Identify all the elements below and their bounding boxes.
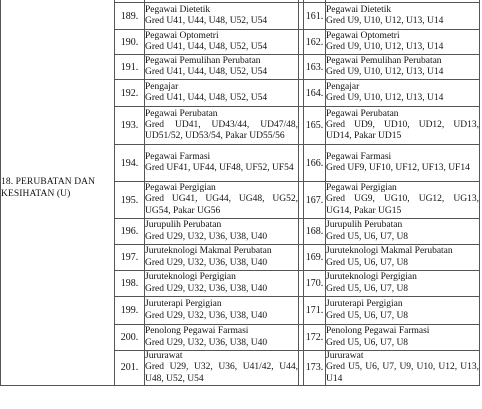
left-post-grade: Gred U29, U32, U36, U38, U40 (145, 337, 268, 348)
right-post-title: Pegawai Farmasi (326, 151, 392, 162)
left-post-title: Juruteknologi Makmal Perubatan (145, 246, 272, 257)
category-label: 18. PERUBATAN DAN KESIHATAN (U) (1, 176, 96, 199)
left-post-grade: Gred U41, U44, U48, U52, U54 (145, 67, 268, 77)
right-row-number: 167. (304, 182, 326, 219)
right-post-cell (326, 3, 480, 30)
left-post-grade: Gred U29, U32, U36, U38, U40 (145, 231, 268, 242)
left-post-title: Juruterapi Pergigian (145, 299, 222, 310)
left-row-number: 199. (115, 297, 145, 325)
left-post-cell (145, 3, 299, 30)
right-row-number: 161. (304, 3, 326, 30)
right-row-number: 162. (304, 30, 326, 55)
right-post-cell (326, 182, 480, 219)
left-post-title: Jururawat (145, 351, 183, 361)
left-post-title: Jurupulih Perubatan (145, 220, 222, 231)
left-post-title: Juruteknologi Pergigian (145, 272, 236, 283)
right-post-cell (326, 325, 480, 351)
left-post-grade: Gred UG41, UG44, UG48, UG52, UG54, Pakar UG56 (145, 194, 298, 216)
right-post-grade: Gred UG9, UG10, UG12, UG13, UG14, Pakar UG15 (326, 194, 479, 216)
right-post-grade: Gred U9, U10, U12, U13, U14 (326, 93, 444, 103)
right-post-title: Pegawai Dietetik (326, 4, 392, 15)
left-row-number: 190. (115, 30, 145, 55)
right-row-number: 165. (304, 107, 326, 145)
left-row-number: 197. (115, 245, 145, 271)
left-post-grade: Gred U41, U44, U48, U52, U54 (145, 93, 268, 103)
left-post-title: Pegawai Perubatan (145, 108, 218, 119)
left-post-title: Pegawai Dietetik (145, 4, 211, 15)
right-row-number: 166. (304, 145, 326, 182)
right-row-number: 172. (304, 325, 326, 351)
right-post-cell (326, 145, 480, 182)
left-post-cell (145, 30, 299, 55)
left-post-title: Pegawai Optometri (145, 30, 219, 41)
right-post-grade: Gred U9, U10, U12, U13, U14 (326, 42, 444, 52)
right-post-title: Juruterapi Pergigian (326, 299, 403, 310)
left-row-number: 200. (115, 325, 145, 351)
left-post-title: Penolong Pegawai Farmasi (145, 326, 249, 337)
left-row-number: 189. (115, 3, 145, 30)
right-post-title: Pegawai Perubatan (326, 108, 399, 119)
left-post-grade: Gred U29, U32, U36, U41/42, U44, U48, U52, U54 (145, 362, 298, 384)
left-post-title: Pegawai Farmasi (145, 151, 211, 162)
right-post-title: Juruteknologi Pergigian (326, 272, 417, 283)
right-post-cell (326, 55, 480, 80)
right-post-grade: Gred U9, U10, U12, U13, U14 (326, 16, 444, 26)
left-post-cell (145, 219, 299, 245)
right-post-title: Pengajar (326, 81, 360, 92)
right-post-grade: Gred UF9, UF10, UF12, UF13, UF14 (326, 163, 470, 173)
left-post-cell (145, 145, 299, 182)
right-post-cell (326, 297, 480, 325)
left-post-title: Pegawai Pergigian (145, 183, 216, 194)
left-post-title: Pegawai Pemulihan Perubatan (145, 55, 261, 66)
right-post-grade: Gred U5, U6, U7, U8 (326, 310, 409, 321)
right-post-grade: Gred U5, U6, U7, U8 (326, 337, 409, 348)
left-row-number: 196. (115, 219, 145, 245)
right-row-number: 170. (304, 271, 326, 297)
right-row-number: 164. (304, 80, 326, 107)
right-post-cell (326, 245, 480, 271)
right-row-number: 163. (304, 55, 326, 80)
right-post-title: Pegawai Pemulihan Perubatan (326, 55, 442, 66)
right-post-grade: Gred U5, U6, U7, U8 (326, 283, 409, 294)
right-post-title: Juruteknologi Makmal Perubatan (326, 246, 453, 257)
left-post-cell (145, 182, 299, 219)
right-post-title: Pegawai Optometri (326, 30, 400, 41)
right-post-grade: Gred U5, U6, U7, U8 (326, 257, 409, 268)
right-post-title: Jurupulih Perubatan (326, 220, 403, 231)
right-post-cell (326, 351, 480, 386)
right-post-grade: Gred UD9, UD10, UD12, UD13, UD14, Pakar UD15 (326, 119, 479, 142)
right-post-title: Penolong Pegawai Farmasi (326, 326, 430, 337)
left-post-grade: Gred U29, U32, U36, U38, U40 (145, 310, 268, 321)
left-post-cell (145, 245, 299, 271)
category-cell (1, 0, 115, 385)
left-post-grade: Gred UD41, UD43/44, UD47/48, UD51/52, UD53/54, Pakar UD55/56 (145, 119, 298, 142)
left-post-cell (145, 351, 299, 386)
left-row-number: 193. (115, 107, 145, 145)
left-post-grade: Gred U29, U32, U36, U38, U40 (145, 257, 268, 268)
right-post-cell (326, 80, 480, 107)
left-post-cell (145, 107, 299, 145)
right-post-grade: Gred U9, U10, U12, U13, U14 (326, 67, 444, 77)
left-post-cell (145, 325, 299, 351)
right-row-number: 168. (304, 219, 326, 245)
left-row-number: 194. (115, 145, 145, 182)
right-post-cell (326, 271, 480, 297)
right-post-cell (326, 107, 480, 145)
left-row-number: 192. (115, 80, 145, 107)
right-post-cell (326, 219, 480, 245)
left-post-grade: Gred U41, U44, U48, U52, U54 (145, 42, 268, 52)
left-row-number: 201. (115, 351, 145, 386)
left-post-grade: Gred U29, U32, U36, U38, U40 (145, 283, 268, 294)
left-post-cell (145, 80, 299, 107)
right-row-number: 169. (304, 245, 326, 271)
left-row-number: 191. (115, 55, 145, 80)
left-row-number: 198. (115, 271, 145, 297)
right-row-number: 171. (304, 297, 326, 325)
left-post-cell (145, 55, 299, 80)
right-post-cell (326, 30, 480, 55)
left-post-grade: Gred UF41, UF44, UF48, UF52, UF54 (145, 163, 294, 173)
left-post-cell (145, 297, 299, 325)
right-post-grade: Gred U5, U6, U7, U8 (326, 231, 409, 242)
right-post-grade: Gred U5, U6, U7, U9, U10, U12, U13, U14 (326, 362, 479, 384)
left-post-title: Pengajar (145, 81, 179, 92)
left-post-cell (145, 271, 299, 297)
left-post-grade: Gred U41, U44, U48, U52, U54 (145, 16, 268, 26)
right-row-number: 173. (304, 351, 326, 386)
right-post-title: Jururawat (326, 351, 364, 361)
right-post-title: Pegawai Pergigian (326, 183, 397, 194)
left-row-number: 195. (115, 182, 145, 219)
